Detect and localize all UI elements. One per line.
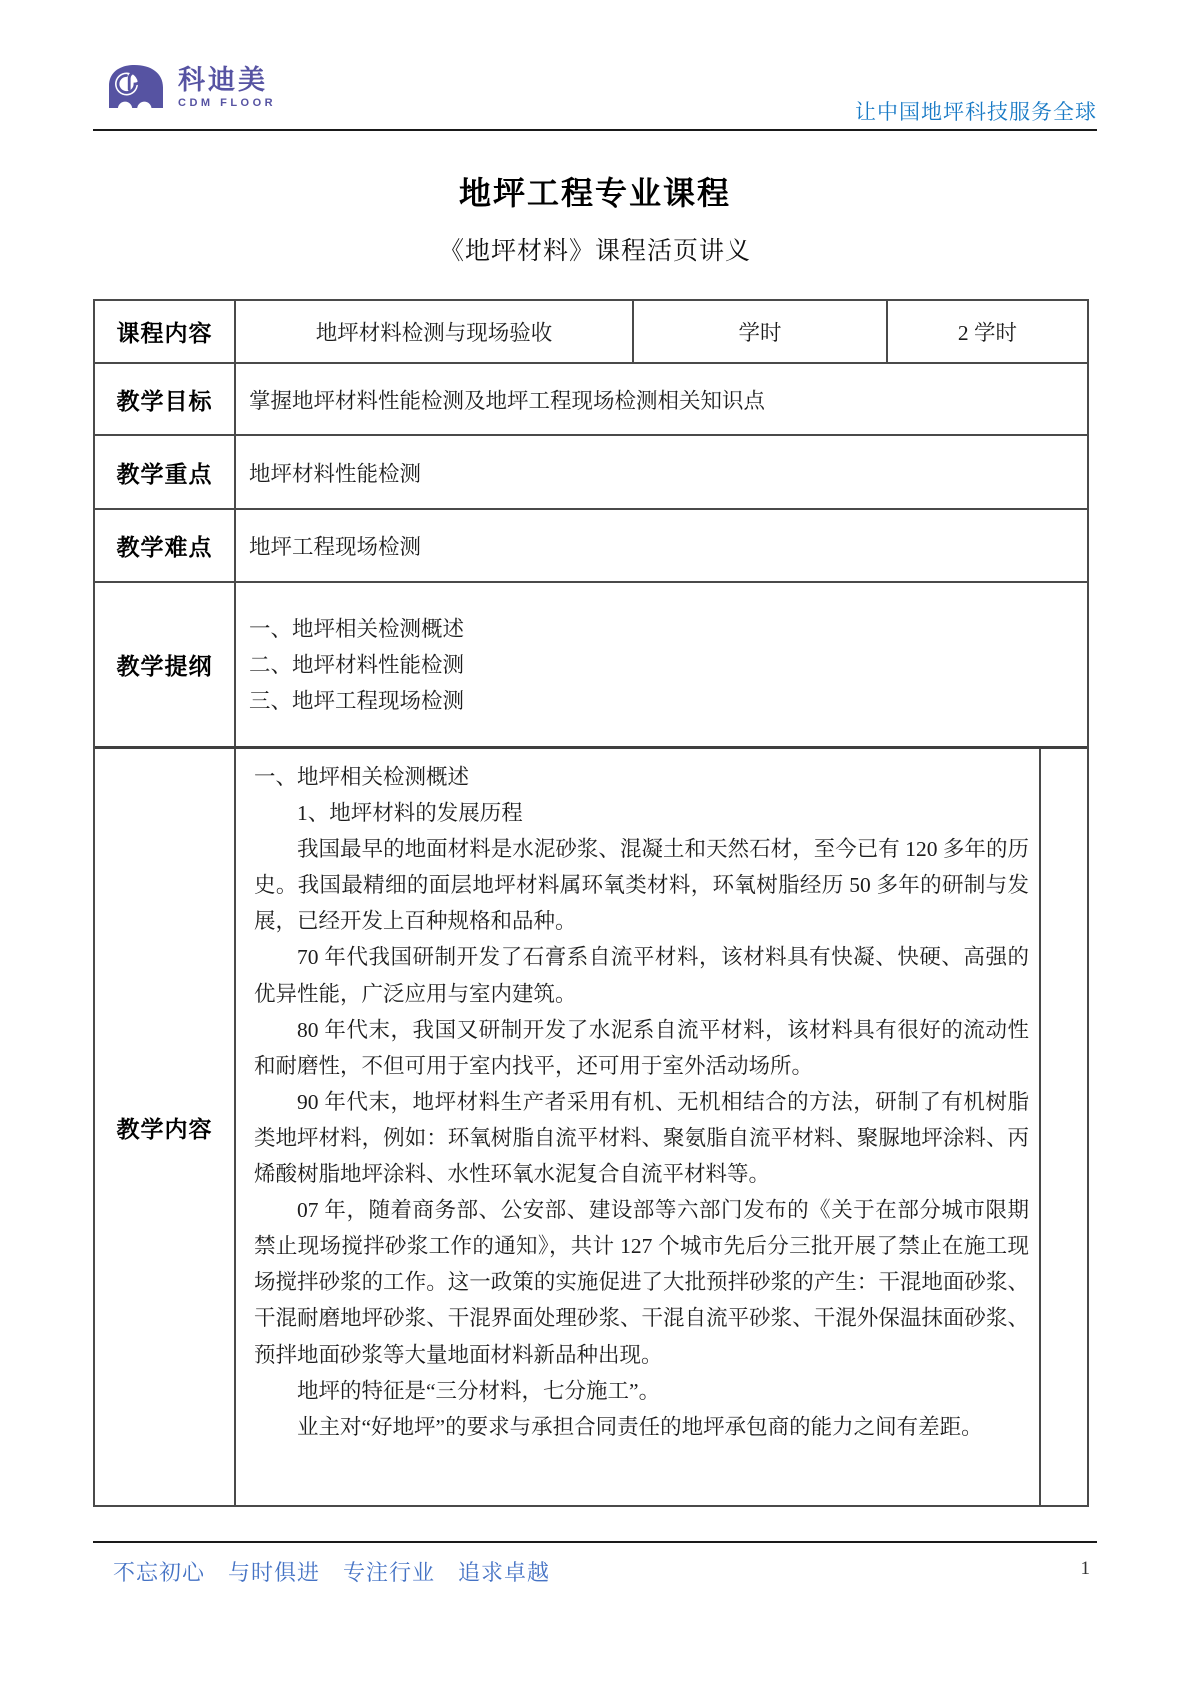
outline-item-1: 一、地坪相关检测概述 [249,616,465,641]
teaching-objective-value: 掌握地坪材料性能检测及地坪工程现场检测相关知识点 [234,364,1087,434]
table-row-objective [95,362,1087,434]
outline-item-3: 三、地坪工程现场检测 [249,688,465,713]
class-hours-value: 2 学时 [886,301,1087,362]
content-paragraph: 地坪的特征是“三分材料，七分施工”。 [297,1378,661,1403]
brand-text [178,65,276,109]
teaching-objective-label: 教学目标 [116,387,213,414]
content-paragraph: 业主对“好地坪”的要求与承担合同责任的地坪承包商的能力之间有差距。 [297,1414,983,1439]
outline-item-2: 二、地坪材料性能检测 [249,652,465,677]
table-row-focus [95,434,1087,508]
content-paragraph: 我国最早的地面材料是水泥砂浆、混凝土和天然石材，至今已有 120 多年的历史。我国最精细的面层地坪材料属环氧类材料，环氧树脂经历 50 多年的研制与发展，已经开发上百种规格和品种。 [254,837,1029,934]
table-row-course [95,301,1087,362]
page-subtitle: 《地坪材料》课程活页讲义 [438,238,751,265]
teaching-content-label: 教学内容 [116,1115,213,1142]
brand-name-en: CDM FLOOR [178,97,277,109]
table-row-difficulty [95,508,1087,581]
table-row-content [95,746,1087,1505]
content-section-heading: 一、地坪相关检测概述 [254,765,470,789]
teaching-outline-label: 教学提纲 [116,653,213,679]
header-divider [93,129,1097,131]
teaching-difficulty-value: 地坪工程现场检测 [234,510,1087,581]
elephant-logo-icon [106,62,166,112]
content-paragraph: 1、地坪材料的发展历程 [297,801,523,826]
table-row-outline [95,581,1087,746]
brand-logo [106,62,276,112]
teaching-content-body [234,749,1039,1505]
footer-divider [93,1541,1097,1543]
course-info-table [93,299,1089,1507]
course-content-label: 课程内容 [116,320,213,346]
footer-motto: 不忘初心 与时俱进 专注行业 追求卓越 [113,1560,551,1585]
page-number: 1 [1080,1558,1090,1579]
content-paragraph: 07 年，随着商务部、公安部、建设部等六部门发布的《关于在部分城市限期禁止现场搅拌砂浆工作的通知》，共计 127 个城市先后分三批开展了禁止在施工现场搅拌砂浆的工作。这一政策的实施促进了大批预拌砂浆的产生：干混地面砂浆、干混耐磨地坪砂浆、干混界面处理砂浆、干混自流平砂浆、干混外保温抹面砂浆、预拌地面砂浆等大量地面材料新品种出现。 [254,1198,1029,1367]
teaching-outline-list [234,583,1087,746]
teaching-focus-label: 教学重点 [116,460,213,487]
content-paragraph: 80 年代末，我国又研制开发了水泥系自流平材料，该材料具有很好的流动性和耐磨性，不但可用于室内找平，还可用于室外活动场所。 [254,1017,1029,1078]
content-paragraph: 90 年代末，地坪材料生产者采用有机、无机相结合的方法，研制了有机树脂类地坪材料，例如：环氧树脂自流平材料、聚氨脂自流平材料、聚脲地坪涂料、丙烯酸树脂地坪涂料、水性环氧水泥复合自流平材料等。 [254,1089,1029,1187]
header-slogan: 让中国地坪科技服务全球 [855,100,1097,124]
class-hours-label: 学时 [632,301,886,362]
page-title: 地坪工程专业课程 [458,175,731,211]
teaching-focus-value: 地坪材料性能检测 [234,436,1087,508]
brand-name-cn: 科迪美 [178,65,268,95]
course-content-value: 地坪材料检测与现场验收 [234,301,632,362]
content-paragraph: 70 年代我国研制开发了石膏系自流平材料，该材料具有快凝、快硬、高强的优异性能，广泛应用与室内建筑。 [254,945,1029,1006]
teaching-difficulty-label: 教学难点 [116,534,213,560]
content-side-column [1039,749,1087,1505]
